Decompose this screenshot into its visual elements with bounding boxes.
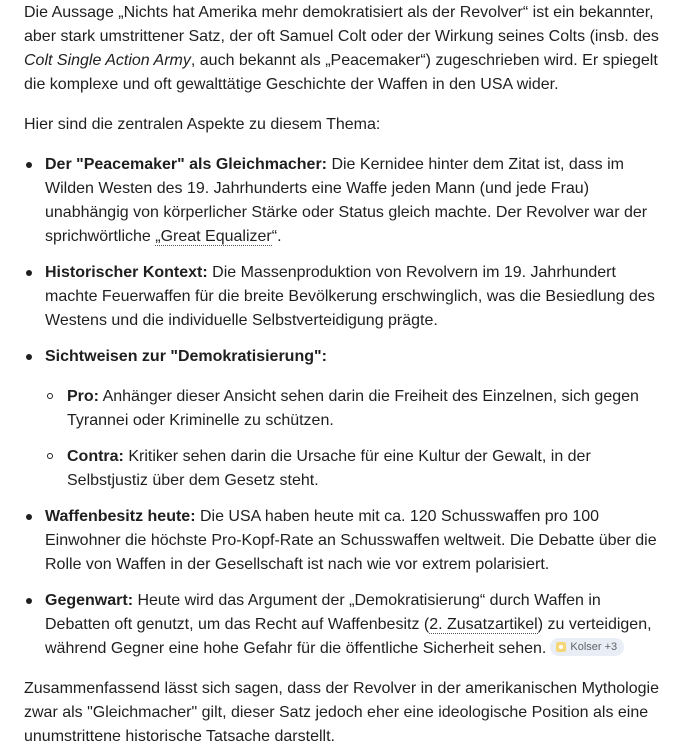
item-text: Die Massenproduktion von Revolvern im 19. Jahrhundert machte Feuerwaffen für die breite Bevölkerung erschwinglich, was die Besiedlung des Westens und die individuelle Selbstverteidigung prägte.	[45, 264, 655, 329]
intro-text-2: , auch bekannt als „Peacemaker“) zugeschrieben wird. Er spiegelt die komplexe und oft gewalttätige Geschichte der Waffen in den USA wider.	[24, 52, 658, 93]
views-sublist	[45, 385, 659, 493]
conclusion-paragraph: Zusammenfassend lässt sich sagen, dass der Revolver in der amerikanischen Mythologie zwar als "Gleichmacher" gilt, dieser Satz jedoch eher eine ideologische Position als eine unumstrittene historische Tatsache darstellt.	[24, 680, 659, 745]
great-equalizer-link[interactable]: „Great Equalizer	[155, 228, 272, 245]
circle-bullet-icon	[47, 393, 53, 399]
circle-bullet-icon	[47, 453, 53, 459]
item-title: Gegenwart:	[45, 592, 134, 609]
item-title: Sichtweisen zur "Demokratisierung":	[45, 348, 327, 365]
sub-text: Kritiker sehen darin die Ursache für eine Kultur der Gewalt, in der Selbstjustiz über dem Gesetz steht.	[67, 448, 591, 489]
list-item-ownership	[24, 505, 659, 577]
sub-title: Pro:	[67, 388, 99, 405]
bullet-icon	[26, 162, 32, 168]
bullet-icon	[26, 514, 32, 520]
intro-italic: Colt Single Action Army	[24, 52, 191, 69]
bullet-icon	[26, 270, 32, 276]
item-title: Waffenbesitz heute:	[45, 508, 196, 525]
list-item-history	[24, 261, 659, 333]
item-text: Die Kernidee hinter dem Zitat ist, dass im Wilden Westen des 19. Jahrhunderts eine Waffe jeden Mann (und jede Frau) unabhängig von körperlicher Stärke oder Status gleich machte. Der Revolver war der sprichwörtliche	[45, 156, 648, 245]
item-title: Der "Peacemaker" als Gleichmacher:	[45, 156, 327, 173]
sublist-item-pro	[45, 385, 659, 433]
list-item-peacemaker	[24, 153, 659, 249]
sublist-item-contra	[45, 445, 659, 493]
list-item-present	[24, 589, 659, 661]
source-chip[interactable]	[550, 638, 624, 656]
source-chip-label: Kolser +3	[570, 641, 618, 653]
sub-text: Anhänger dieser Ansicht sehen darin die Freiheit des Einzelnen, sich gegen Tyrannei oder Kriminelle zu schützen.	[67, 388, 639, 429]
item-title: Historischer Kontext:	[45, 264, 208, 281]
intro-paragraph	[24, 0, 659, 97]
lead-paragraph: Hier sind die zentralen Aspekte zu diesem Thema:	[24, 116, 381, 133]
item-text: Heute wird das Argument der „Demokratisierung“ durch Waffen in Debatten oft genutzt, um das Recht auf Waffenbesitz (	[45, 592, 601, 633]
item-text-2: ) zu verteidigen, während Gegner eine hohe Gefahr für die öffentliche Sicherheit sehen.	[45, 616, 652, 657]
bullet-icon	[26, 598, 32, 604]
second-amendment-link[interactable]: 2. Zusatzartikel	[429, 616, 538, 633]
item-text-end: “.	[271, 228, 282, 245]
aspects-list	[24, 153, 659, 661]
intro-text-1: Die Aussage „Nichts hat Amerika mehr demokratisiert als der Revolver“ ist ein bekannter, aber stark umstrittener Satz, der oft Samuel Colt oder der Wirkung seines Colts (insb. des	[24, 4, 659, 45]
list-item-views	[24, 345, 659, 493]
sub-title: Contra:	[67, 448, 124, 465]
source-favicon-icon	[556, 642, 566, 652]
bullet-icon	[26, 354, 32, 360]
item-text: Die USA haben heute mit ca. 120 Schusswaffen pro 100 Einwohner die höchste Pro-Kopf-Rate an Schusswaffen weltweit. Die Debatte über die Rolle von Waffen in der Gesellschaft ist nach wie vor extrem polarisiert.	[45, 508, 657, 573]
